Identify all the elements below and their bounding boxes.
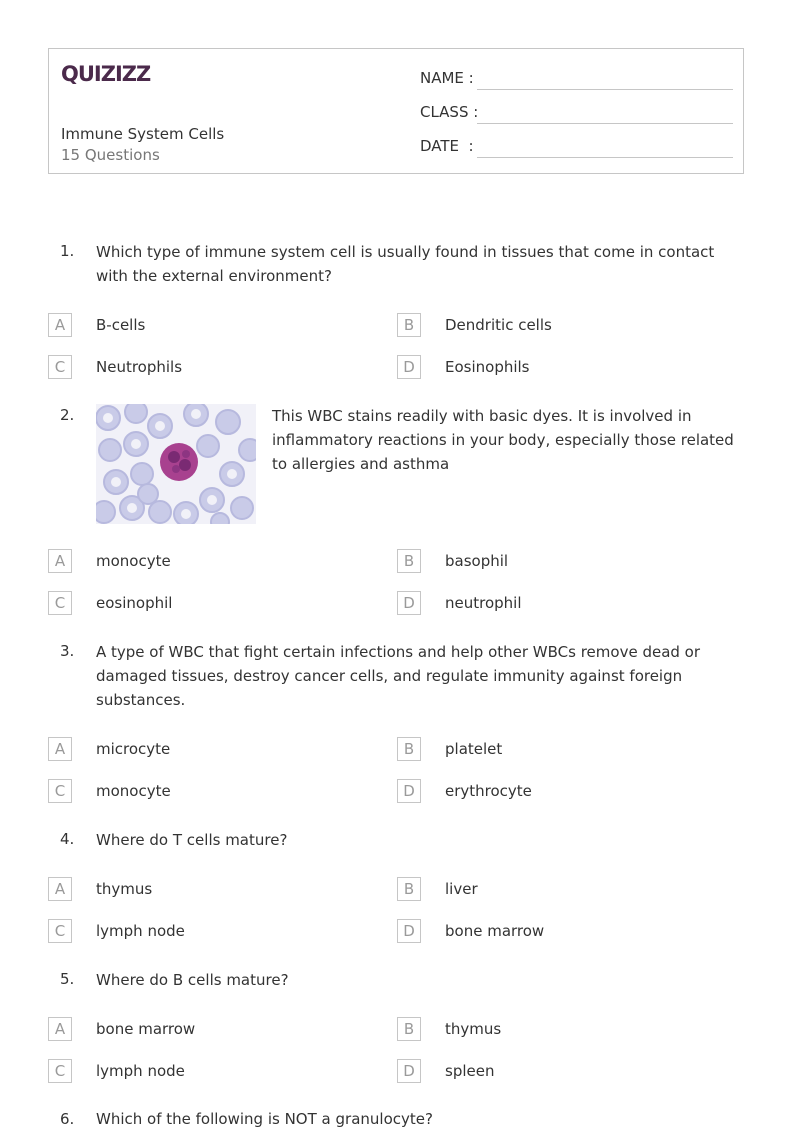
option-letter-b[interactable]: B: [397, 313, 421, 337]
option-text: platelet: [445, 740, 503, 758]
question-number: 4.: [60, 830, 75, 848]
worksheet-title: Immune System Cells: [61, 125, 225, 143]
option-text: microcyte: [96, 740, 171, 758]
question-text: This WBC stains readily with basic dyes. It is involved in inflammatory reactions in your body, especially those related to allergies and asthma: [272, 407, 734, 473]
option-letter-d[interactable]: D: [397, 779, 421, 803]
question-number: 3.: [60, 642, 75, 660]
question-text: Where do B cells mature?: [96, 971, 289, 989]
date-label: DATE :: [420, 137, 474, 155]
question-count: 15 Questions: [61, 146, 160, 164]
date-field[interactable]: [477, 157, 733, 158]
option-letter-c[interactable]: C: [48, 1059, 72, 1083]
option-letter-d[interactable]: D: [397, 1059, 421, 1083]
option-letter-c[interactable]: C: [48, 779, 72, 803]
option-text: thymus: [96, 880, 153, 898]
option-text: bone marrow: [445, 922, 545, 940]
option-letter-a[interactable]: A: [48, 877, 72, 901]
option-text: lymph node: [96, 1062, 185, 1080]
option-text: Eosinophils: [445, 358, 530, 376]
option-letter-c[interactable]: C: [48, 591, 72, 615]
question-text: A type of WBC that fight certain infections and help other WBCs remove dead or damaged tissues, destroy cancer cells, and regulate immunity against foreign substances.: [96, 643, 701, 709]
option-text: thymus: [445, 1020, 502, 1038]
option-text: neutrophil: [445, 594, 522, 612]
option-letter-a[interactable]: A: [48, 549, 72, 573]
option-text: bone marrow: [96, 1020, 196, 1038]
question-number: 6.: [60, 1110, 75, 1128]
option-letter-b[interactable]: B: [397, 1017, 421, 1041]
question-text: Which type of immune system cell is usually found in tissues that come in contact with the external environment?: [96, 243, 715, 285]
option-letter-b[interactable]: B: [397, 877, 421, 901]
option-letter-c[interactable]: C: [48, 919, 72, 943]
option-text: eosinophil: [96, 594, 173, 612]
question-number: 1.: [60, 242, 75, 260]
class-field[interactable]: [477, 123, 733, 124]
option-letter-b[interactable]: B: [397, 549, 421, 573]
option-letter-a[interactable]: A: [48, 737, 72, 761]
option-letter-c[interactable]: C: [48, 355, 72, 379]
option-text: lymph node: [96, 922, 185, 940]
option-letter-b[interactable]: B: [397, 737, 421, 761]
option-text: monocyte: [96, 782, 171, 800]
option-text: B-cells: [96, 316, 146, 334]
name-label: NAME :: [420, 69, 474, 87]
question-text: Where do T cells mature?: [96, 831, 288, 849]
option-text: monocyte: [96, 552, 171, 570]
option-letter-a[interactable]: A: [48, 313, 72, 337]
logo-text: QUIZIZZ: [61, 62, 151, 86]
class-label: CLASS :: [420, 103, 479, 121]
option-letter-a[interactable]: A: [48, 1017, 72, 1041]
option-letter-d[interactable]: D: [397, 591, 421, 615]
name-field[interactable]: [477, 89, 733, 90]
option-text: spleen: [445, 1062, 495, 1080]
question-image-wbc: [96, 404, 256, 524]
question-text: Which of the following is NOT a granulocyte?: [96, 1110, 433, 1128]
option-letter-d[interactable]: D: [397, 355, 421, 379]
question-number: 2.: [60, 406, 75, 424]
option-text: basophil: [445, 552, 509, 570]
option-text: Dendritic cells: [445, 316, 552, 334]
option-text: erythrocyte: [445, 782, 532, 800]
quizizz-logo: [61, 59, 153, 89]
option-text: liver: [445, 880, 478, 898]
option-letter-d[interactable]: D: [397, 919, 421, 943]
worksheet-header: [48, 48, 744, 174]
option-text: Neutrophils: [96, 358, 183, 376]
question-number: 5.: [60, 970, 75, 988]
